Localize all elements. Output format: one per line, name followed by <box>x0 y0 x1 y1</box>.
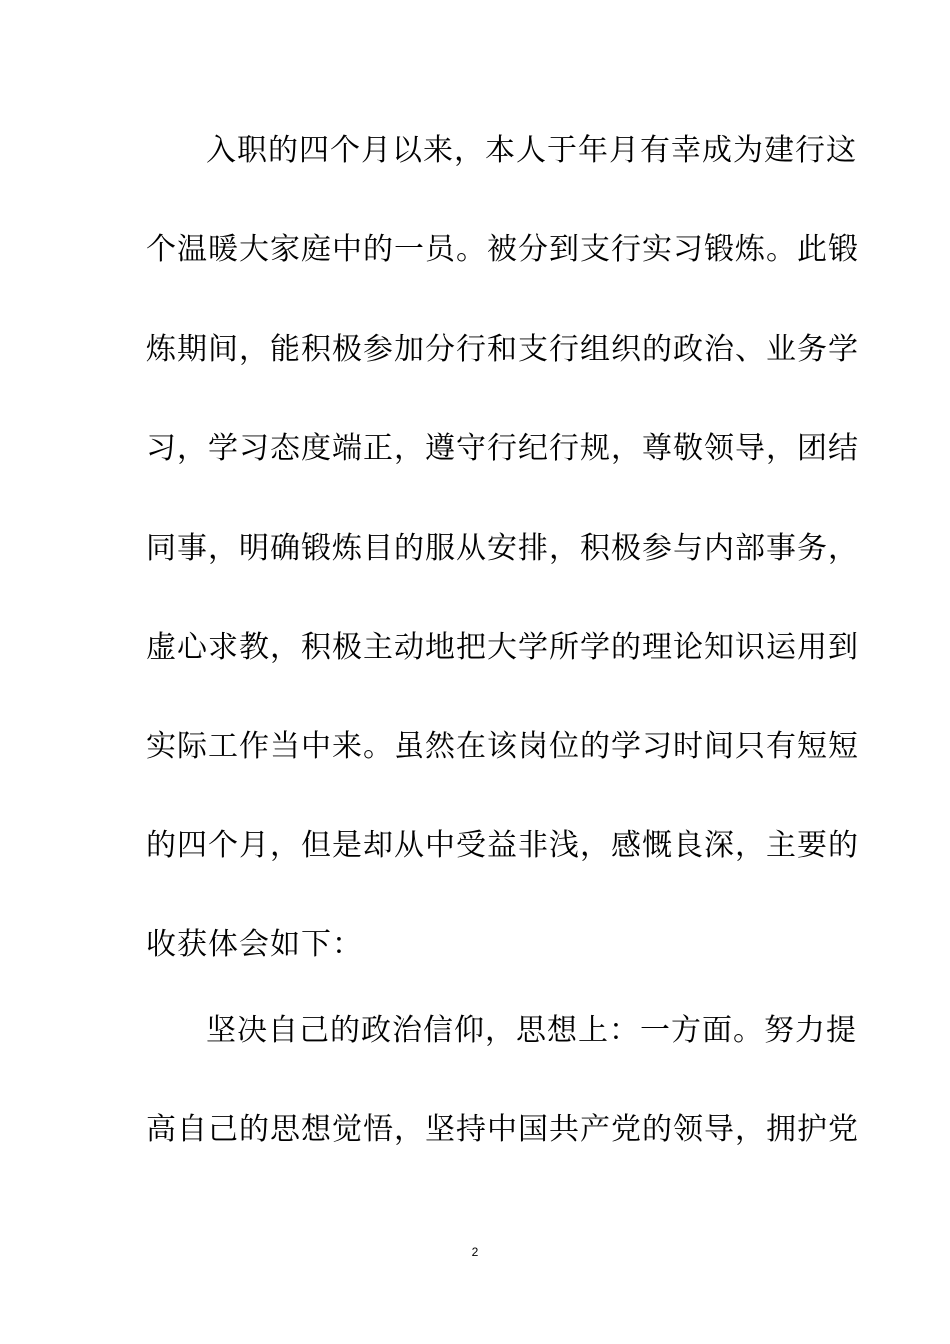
paragraph-1-line-8: 的四个月，但是却从中受益非浅，感慨良深，主要的 <box>146 828 859 863</box>
paragraph-1-line-6: 虚心求教，积极主动地把大学所学的理论知识运用到 <box>146 630 859 665</box>
paragraph-2-line-1: 坚决自己的政治信仰，思想上：一方面。努力提 <box>206 1013 857 1048</box>
paragraph-1-line-4: 习，学习态度端正，遵守行纪行规，尊敬领导，团结 <box>146 431 859 466</box>
paragraph-2-line-2: 高自己的思想觉悟，坚持中国共产党的领导，拥护党 <box>146 1112 859 1147</box>
paragraph-1-line-7: 实际工作当中来。虽然在该岗位的学习时间只有短短 <box>146 729 859 764</box>
paragraph-1-line-9: 收获体会如下： <box>146 927 363 962</box>
paragraph-1-line-2: 个温暖大家庭中的一员。被分到支行实习锻炼。此锻 <box>146 232 859 267</box>
paragraph-1-line-3: 炼期间，能积极参加分行和支行组织的政治、业务学 <box>146 332 859 367</box>
page-number: 2 <box>471 1245 479 1259</box>
paragraph-1-line-5: 同事，明确锻炼目的服从安排，积极参与内部事务， <box>146 531 859 566</box>
paragraph-1-line-1: 入职的四个月以来，本人于年月有幸成为建行这 <box>206 133 857 168</box>
